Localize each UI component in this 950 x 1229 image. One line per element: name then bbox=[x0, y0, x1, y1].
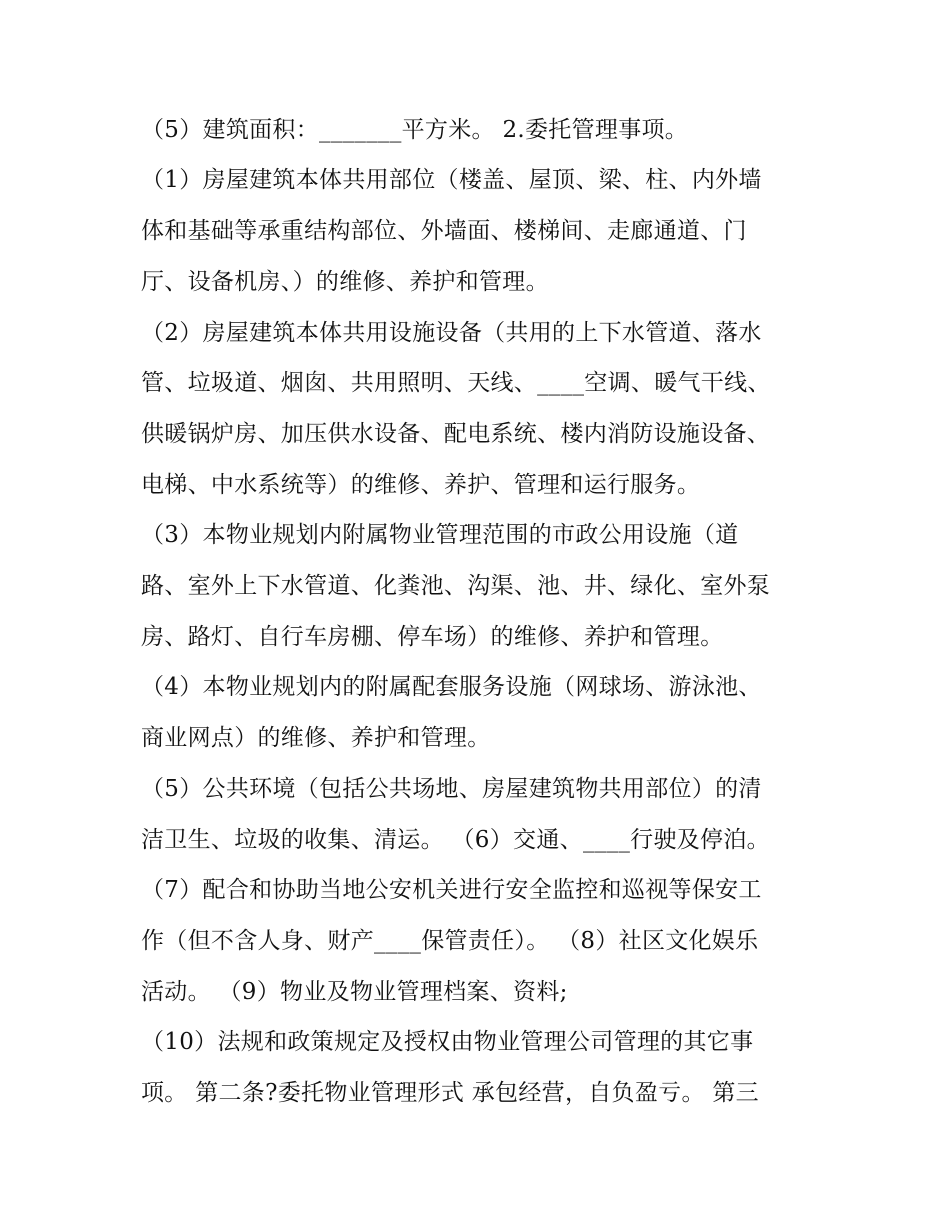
text-line: 项。 第二条?委托物业管理形式 承包经营，自负盈亏。 第三 bbox=[141, 1080, 759, 1106]
text-line: 路、室外上下水管道、化粪池、沟渠、池、井、绿化、室外泵 bbox=[141, 573, 771, 599]
text-line: 管、垃圾道、烟囱、共用照明、天线、____空调、暖气干线、 bbox=[141, 370, 771, 396]
text-line: 供暖锅炉房、加压供水设备、配电系统、楼内消防设施设备、 bbox=[141, 421, 771, 447]
text-line: 活动。 （9）物业及物业管理档案、资料; bbox=[141, 979, 568, 1005]
text-line: 厅、设备机房、）的维修、养护和管理。 bbox=[141, 269, 549, 295]
text-line: 房、路灯、自行车房棚、停车场）的维修、养护和管理。 bbox=[141, 624, 724, 650]
text-line: （3）本物业规划内附属物业管理范围的市政公用设施（道 bbox=[141, 522, 739, 548]
text-line: （5）建筑面积：_______平方米。 2.委托管理事项。 bbox=[141, 117, 689, 143]
text-line: （2）房屋建筑本体共用设施设备（共用的上下水管道、落水 bbox=[141, 320, 762, 346]
text-line: 体和基础等承重结构部位、外墙面、楼梯间、走廊通道、门 bbox=[141, 218, 747, 244]
text-line: 作（但不含人身、财产____保管责任）。 （8）社区文化娱乐 bbox=[141, 928, 759, 954]
text-line: （4）本物业规划内的附属配套服务设施（网球场、游泳池、 bbox=[141, 674, 762, 700]
text-line: （1）房屋建筑本体共用部位（楼盖、屋顶、梁、柱、内外墙 bbox=[141, 167, 762, 193]
text-line: 商业网点）的维修、养护和管理。 bbox=[141, 725, 491, 751]
text-line: 电梯、中水系统等）的维修、养护、管理和运行服务。 bbox=[141, 472, 701, 498]
text-line: （5）公共环境（包括公共场地、房屋建筑物共用部位）的清 bbox=[141, 776, 762, 802]
text-line: 洁卫生、垃圾的收集、清运。 （6）交通、____行驶及停泊。 bbox=[141, 827, 770, 853]
text-line: （7）配合和协助当地公安机关进行安全监控和巡视等保安工 bbox=[141, 877, 762, 903]
text-line: （10）法规和政策规定及授权由物业管理公司管理的其它事 bbox=[141, 1029, 754, 1055]
